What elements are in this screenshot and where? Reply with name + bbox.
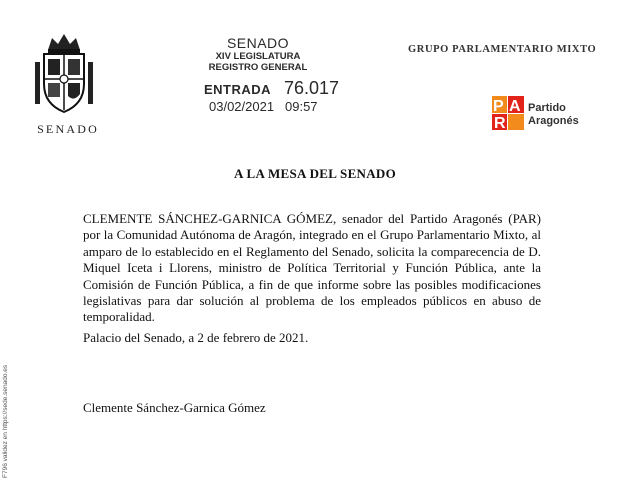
- validation-side-note: F796 validez en https://sede.senado.es: [2, 364, 9, 478]
- party-name-line2: Aragonés: [528, 115, 579, 127]
- stamp-senado: SENADO: [226, 35, 290, 51]
- senate-wordmark: SENADO: [37, 122, 99, 136]
- svg-text:R: R: [494, 115, 506, 130]
- document-heading: A LA MESA DEL SENADO: [233, 166, 397, 181]
- registry-stamp: [178, 35, 340, 114]
- stamp-entry: [204, 78, 344, 98]
- stamp-entry-label: ENTRADA: [204, 82, 272, 97]
- stamp-legislature: XIV LEGISLATURA: [215, 51, 301, 62]
- party-name-line1: Partido: [528, 102, 566, 114]
- svg-text:P: P: [493, 98, 504, 115]
- document-closing: Palacio del Senado, a 2 de febrero de 2021.: [83, 330, 309, 345]
- stamp-date: 03/02/2021: [209, 99, 275, 114]
- document-signature: Clemente Sánchez-Garnica Gómez: [83, 400, 266, 415]
- group-name: GRUPO PARLAMENTARIO MIXTO: [408, 44, 597, 55]
- stamp-time: 09:57: [285, 99, 318, 114]
- party-name: [528, 102, 579, 128]
- stamp-entry-number: 76.017: [284, 78, 340, 98]
- senate-coat-of-arms-icon: [34, 32, 94, 114]
- par-logo-icon: [492, 96, 524, 130]
- stamp-registry: REGISTRO GENERAL: [208, 62, 308, 73]
- document-body: CLEMENTE SÁNCHEZ-GARNICA GÓMEZ, senador del Partido Aragonés (PAR) por la Comunidad Autónoma de Aragón, integrado en el Grupo Parlamentario Mixto, al amparo de lo establecido en el Reglamento del Senado, solicita la comparecencia de D. Miquel Iceta i Llorens, ministro de Política Territorial y Función Pública, ante la Comisión de Función Pública, a fin de que informe sobre las posibles modificaciones legislativas para dar solución al problema de los empleados públicos en abuso de temporalidad.: [83, 211, 541, 325]
- svg-text:A: A: [509, 98, 521, 115]
